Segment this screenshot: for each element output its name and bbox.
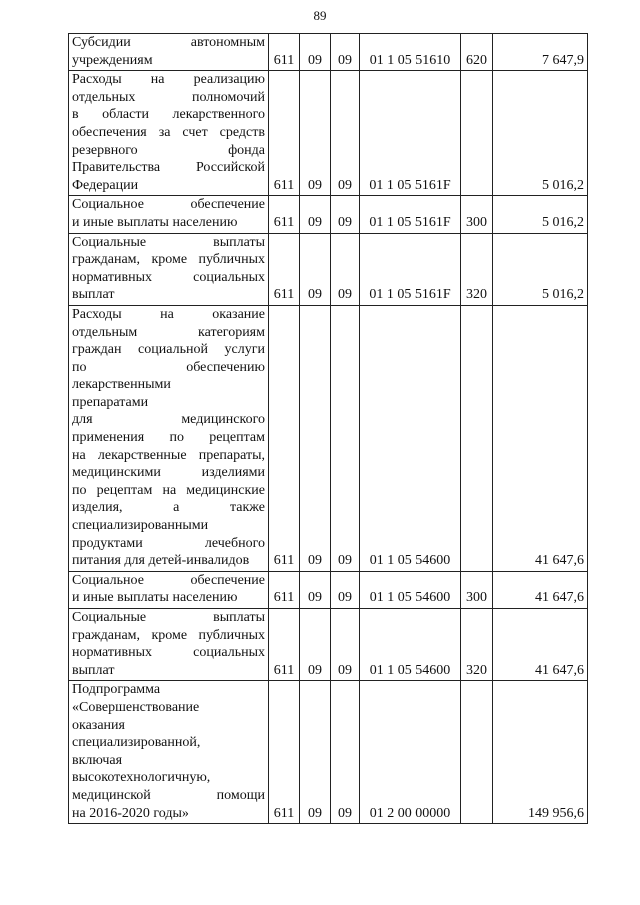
row-description	[69, 71, 269, 196]
ministry-code: 611	[269, 233, 300, 305]
description-line: по рецептам на медицинские	[72, 482, 265, 498]
expense-type-code	[461, 305, 493, 571]
amount-value: 149 956,6	[493, 681, 588, 824]
target-article-code: 01 1 05 5161F	[360, 233, 461, 305]
description-line: включая	[72, 752, 123, 768]
description-line: изделия, а также	[72, 500, 265, 516]
page-number: 89	[313, 8, 327, 23]
table-row	[69, 34, 588, 71]
description-line: Социальное обеспечение	[72, 572, 265, 588]
target-article-code: 01 1 05 5161F	[360, 71, 461, 196]
description-line: и иные выплаты населению	[72, 590, 238, 606]
description-line: Федерации	[72, 177, 139, 193]
description-line: оказания	[72, 717, 125, 733]
description-line: в области лекарственного	[72, 107, 265, 123]
description-line: на лекарственные препараты,	[72, 447, 265, 463]
description-line: Социальное обеспечение	[72, 197, 265, 213]
table-row	[69, 305, 588, 571]
description-line: нормативных социальных	[72, 645, 265, 661]
expense-type-code: 620	[461, 34, 493, 71]
description-line: специализированной,	[72, 735, 201, 751]
amount-value: 5 016,2	[493, 71, 588, 196]
description-line: медицинскими изделиями	[72, 465, 265, 481]
section-code: 09	[300, 305, 331, 571]
description-line: высокотехнологичную,	[72, 770, 211, 786]
subsection-code: 09	[331, 196, 360, 233]
section-code: 09	[300, 609, 331, 681]
amount-value: 5 016,2	[493, 196, 588, 233]
table-row	[69, 681, 588, 824]
row-description	[69, 305, 269, 571]
table-row	[69, 71, 588, 196]
amount-value: 41 647,6	[493, 571, 588, 608]
expense-type-code: 300	[461, 196, 493, 233]
description-line: на 2016-2020 годы»	[72, 805, 189, 821]
description-line: лекарственными	[72, 377, 171, 393]
description-line: Социальные выплаты	[72, 610, 265, 625]
description-line: Расходы на оказание	[72, 306, 265, 322]
row-description	[69, 233, 269, 305]
description-line: учреждениям	[72, 52, 153, 68]
ministry-code: 611	[269, 196, 300, 233]
description-line: Расходы на реализацию	[72, 72, 265, 88]
target-article-code: 01 1 05 51610	[360, 34, 461, 71]
subsection-code: 09	[331, 34, 360, 71]
ministry-code: 611	[269, 34, 300, 71]
table-row	[69, 609, 588, 681]
budget-table	[68, 33, 588, 824]
subsection-code: 09	[331, 571, 360, 608]
ministry-code: 611	[269, 609, 300, 681]
description-line: Правительства Российской	[72, 160, 265, 176]
description-line: резервного фонда	[72, 142, 265, 158]
subsection-code: 09	[331, 609, 360, 681]
section-code: 09	[300, 196, 331, 233]
table-body	[69, 34, 588, 824]
description-line: медицинской помощи	[72, 787, 265, 803]
expense-type-code: 320	[461, 609, 493, 681]
description-line: гражданам, кроме публичных	[72, 627, 265, 643]
row-description	[69, 34, 269, 71]
description-line: выплат	[72, 287, 115, 303]
description-line: Подпрограмма	[72, 682, 161, 698]
description-line: отдельным категориям	[72, 324, 265, 340]
section-code: 09	[300, 571, 331, 608]
ministry-code: 611	[269, 71, 300, 196]
amount-value: 41 647,6	[493, 609, 588, 681]
amount-value: 5 016,2	[493, 233, 588, 305]
description-line: специализированными	[72, 518, 209, 534]
target-article-code: 01 1 05 54600	[360, 305, 461, 571]
amount-value: 7 647,9	[493, 34, 588, 71]
table-row	[69, 196, 588, 233]
description-line: препаратами	[72, 394, 149, 410]
target-article-code: 01 1 05 5161F	[360, 196, 461, 233]
row-description	[69, 609, 269, 681]
expense-type-code: 300	[461, 571, 493, 608]
section-code: 09	[300, 71, 331, 196]
description-line: Субсидии автономным	[72, 35, 265, 50]
description-line: по обеспечению	[72, 359, 265, 375]
amount-value: 41 647,6	[493, 305, 588, 571]
section-code: 09	[300, 681, 331, 824]
section-code: 09	[300, 233, 331, 305]
subsection-code: 09	[331, 233, 360, 305]
expense-type-code: 320	[461, 233, 493, 305]
description-line: отдельных полномочий	[72, 89, 265, 105]
description-line: обеспечения за счет средств	[72, 124, 265, 140]
row-description	[69, 681, 269, 824]
description-line: и иные выплаты населению	[72, 214, 238, 230]
description-line: «Совершенствование	[72, 699, 200, 715]
ministry-code: 611	[269, 681, 300, 824]
table-row	[69, 233, 588, 305]
description-line: выплат	[72, 662, 115, 678]
description-line: гражданам, кроме публичных	[72, 252, 265, 268]
expense-type-code	[461, 681, 493, 824]
ministry-code: 611	[269, 571, 300, 608]
section-code: 09	[300, 34, 331, 71]
subsection-code: 09	[331, 305, 360, 571]
subsection-code: 09	[331, 71, 360, 196]
expense-type-code	[461, 71, 493, 196]
ministry-code: 611	[269, 305, 300, 571]
description-line: питания для детей-инвалидов	[72, 553, 250, 569]
target-article-code: 01 1 05 54600	[360, 571, 461, 608]
description-line: продуктами лечебного	[72, 535, 265, 551]
description-line: нормативных социальных	[72, 269, 265, 285]
row-description	[69, 571, 269, 608]
table-row	[69, 571, 588, 608]
subsection-code: 09	[331, 681, 360, 824]
row-description	[69, 196, 269, 233]
target-article-code: 01 2 00 00000	[360, 681, 461, 824]
description-line: для медицинского	[72, 412, 265, 428]
description-line: граждан социальной услуги	[72, 342, 265, 358]
description-line: применения по рецептам	[72, 430, 265, 446]
target-article-code: 01 1 05 54600	[360, 609, 461, 681]
description-line: Социальные выплаты	[72, 234, 265, 250]
